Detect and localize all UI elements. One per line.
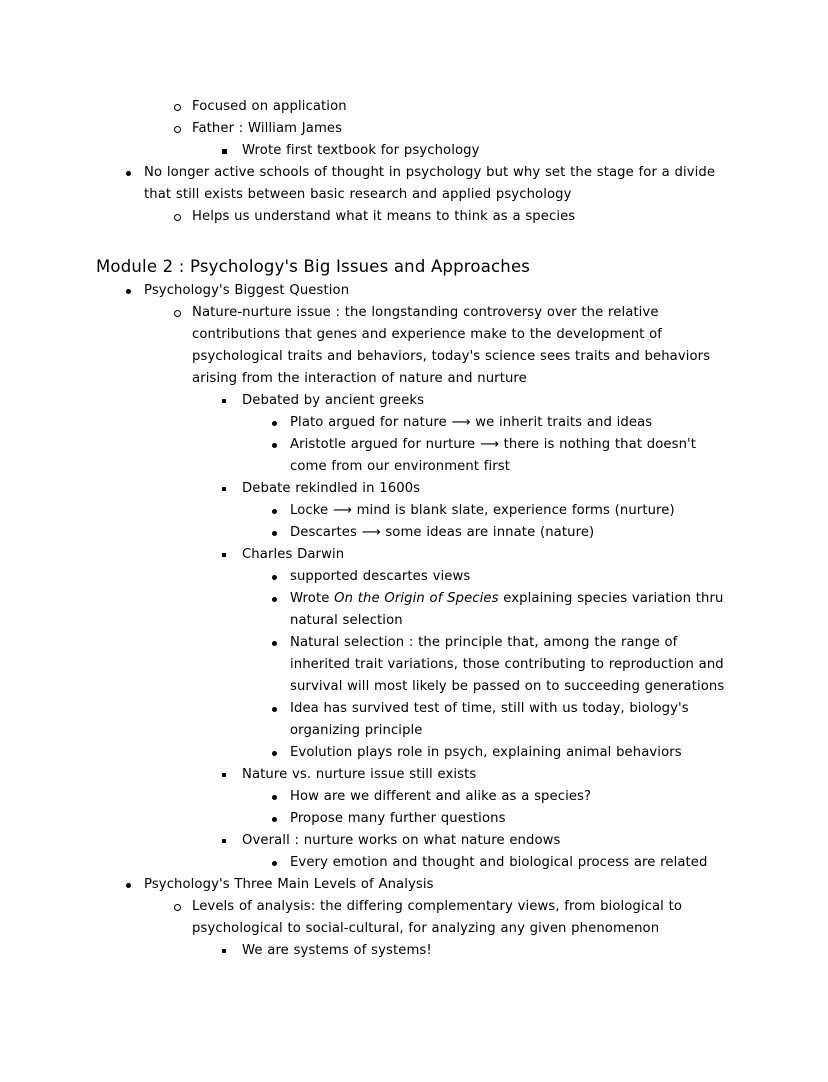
outline-item (96, 96, 728, 118)
outline-item (96, 786, 728, 808)
outline-item-text: Father : William James (192, 121, 343, 136)
outline-item-text: We are systems of systems! (242, 943, 432, 958)
outline-item-text: Levels of analysis: the differing complementary views, from biological to psychological to social-cultural, for analyzing any given phenomenon (192, 899, 683, 936)
outline-item (96, 478, 728, 500)
outline-item (96, 742, 728, 764)
outline-item (96, 140, 728, 162)
outline-item-text: Debate rekindled in 1600s (242, 481, 421, 496)
outline-item-text: Plato argued for nature ⟶ we inherit traits and ideas (290, 415, 653, 430)
outline-item-text: Evolution plays role in psych, explaining animal behaviors (290, 745, 682, 760)
outline-item-text: Wrote (290, 591, 335, 606)
outline-item-text: Descartes ⟶ some ideas are innate (nature) (290, 525, 595, 540)
outline-item (96, 896, 728, 940)
outline-item-text: supported descartes views (290, 569, 471, 584)
outline-item (96, 808, 728, 830)
outline-item (96, 940, 728, 962)
outline-item (96, 118, 728, 140)
outline-item (96, 390, 728, 412)
outline-item (96, 500, 728, 522)
outline-item (96, 566, 728, 588)
outline-item-text: Charles Darwin (242, 547, 345, 562)
outline-item-text: Propose many further questions (290, 811, 506, 826)
outline-item (96, 698, 728, 742)
outline-item-text: Wrote first textbook for psychology (242, 143, 480, 158)
outline-item-text: How are we different and alike as a species? (290, 789, 592, 804)
outline-item (96, 412, 728, 434)
outline-item (96, 874, 728, 896)
outline-item (96, 522, 728, 544)
outline-item-text: Psychology's Biggest Question (144, 283, 350, 298)
outline-item-text: Helps us understand what it means to think as a species (192, 209, 576, 224)
outline-item-text: No longer active schools of thought in psychology but why set the stage for a divide that still exists between basic research and applied psychology (144, 165, 716, 202)
book-title: On the Origin of Species (334, 591, 499, 606)
section-spacer (96, 228, 728, 254)
outline-item (96, 280, 728, 302)
page-trailing-whitespace (96, 962, 728, 1082)
outline-item-text: Locke ⟶ mind is blank slate, experience forms (nurture) (290, 503, 675, 518)
section-heading: Module 2 : Psychology's Big Issues and Approaches (96, 257, 531, 276)
outline-item-text: Idea has survived test of time, still with us today, biology's organizing principle (290, 701, 689, 738)
outline-item-text: Every emotion and thought and biological process are related (290, 855, 708, 870)
outline-item (96, 434, 728, 478)
outline-item-text: Focused on application (192, 99, 347, 114)
outline-item-text-cont: explaining species variation thru natural selection (290, 591, 724, 628)
outline-item-text: Nature vs. nurture issue still exists (242, 767, 477, 782)
outline-item (96, 764, 728, 786)
outline-item-text: Psychology's Three Main Levels of Analysis (144, 877, 434, 892)
outline-item-text: Nature-nurture issue : the longstanding controversy over the relative contributions that genes and experience make to the development of psychological traits and behaviors, today's science sees traits and behaviors arising from the interaction of nature and nurture (192, 305, 711, 386)
outline-item (96, 162, 728, 206)
outline-item (96, 830, 728, 852)
outline-item (96, 632, 728, 698)
outline-item-text: Natural selection : the principle that, among the range of inherited trait variations, those contributing to reproduction and survival will most likely be passed on to succeeding generations (290, 635, 725, 694)
document-body (96, 96, 728, 1082)
outline-item (96, 588, 728, 632)
outline-item-text: Aristotle argued for nurture ⟶ there is nothing that doesn't come from our environment first (290, 437, 697, 474)
outline-item (96, 206, 728, 228)
outline-item (96, 302, 728, 390)
outline-item (96, 544, 728, 566)
outline-item-text: Overall : nurture works on what nature endows (242, 833, 561, 848)
outline-item (96, 852, 728, 874)
outline-item-text: Debated by ancient greeks (242, 393, 425, 408)
